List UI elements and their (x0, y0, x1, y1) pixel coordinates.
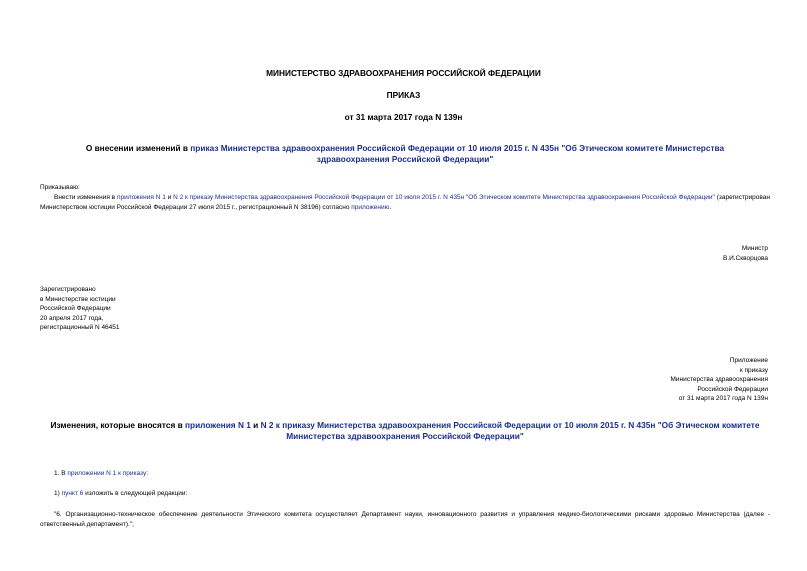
document-title (50, 143, 760, 165)
changes-appendix-2-link[interactable]: N 2 к приказу Министерства здравоохранения Российской Федерации от 10 июля 2015 г. N 435н "Об Этическом комитете Министерства здравоохранения Российской Федерации" (260, 420, 760, 441)
changes-appendix-1-link[interactable]: приложения N 1 (185, 420, 251, 430)
changes-title (40, 420, 770, 442)
changes-title-prefix: Изменения, которые вносятся в (50, 420, 185, 430)
appendix-line-2: к приказу (739, 366, 768, 374)
registration-line-1: Зарегистрировано (40, 286, 96, 293)
title-order-link[interactable]: приказ Министерства здравоохранения Российской Федерации от 10 июля 2015 г. N 435н "Об Этическом комитете Министерства здравоохранения Российской Федерации" (190, 143, 725, 164)
order-paragraph (40, 193, 770, 212)
changes-title-mid: и (250, 420, 261, 430)
quoted-paragraph: "6. Организационно-техническое обеспечение деятельности Этического комитета осуществляет Департамент науки, инновационного развития и управления медико-биологическими рисками здоровью Министерства (далее - ответственный департамент)."; (40, 511, 770, 528)
item-1-prefix: 1. В (54, 470, 68, 477)
item-2-prefix: 1) (54, 490, 62, 497)
p1-text-a: Внести изменения в (54, 194, 117, 201)
registration-line-5: регистрационный N 46451 (40, 324, 120, 332)
appendix-line-1: Приложение (729, 357, 768, 364)
appendix-block (560, 356, 768, 404)
appendix-line-5: от 31 марта 2017 года N 139н (678, 395, 768, 403)
ministry-heading: МИНИСТЕРСТВО ЗДРАВООХРАНЕНИЯ РОССИЙСКОЙ ФЕДЕРАЦИИ (266, 68, 541, 78)
title-prefix: О внесении изменений в (85, 143, 191, 153)
item-1-suffix: : (146, 470, 149, 477)
registration-line-3: Российской Федерации (40, 305, 111, 313)
doc-type-heading: ПРИКАЗ (386, 90, 421, 100)
p1-text-c: (зарегистрирован Министерством юстиции Российской Федерации 27 июля 2015 г., регистрационный N 38196) согласно (40, 194, 770, 211)
signature-block (560, 244, 768, 263)
registration-block (40, 285, 120, 333)
item-2-suffix: изложить в следующей редакции: (83, 490, 188, 497)
item-1 (54, 469, 148, 479)
item-2 (54, 489, 187, 499)
signature-name: В.И.Скворцова (722, 254, 768, 262)
registration-line-4: 20 апреля 2017 года, (40, 314, 104, 322)
registration-line-2: в Министерстве юстиции (40, 295, 116, 303)
item-2-point-link[interactable]: пункт 6 (61, 490, 84, 497)
appendix-2-order-link[interactable]: N 2 к приказу Министерства здравоохранения Российской Федерации от 10 июля 2015 г. N 435н "Об Этическом комитете Министерства здравоохранения Российской Федерации" (173, 194, 715, 201)
appendix-line-4: Российской Федерации (697, 385, 768, 393)
order-label: Приказываю: (40, 184, 80, 191)
appendix-1-link[interactable]: приложения N 1 (116, 194, 166, 201)
doc-date-number: от 31 марта 2017 года N 139н (344, 112, 463, 122)
p1-text-d: . (389, 203, 392, 211)
appendix-line-3: Министерства здравоохранения (670, 376, 768, 384)
p1-text-b: и (165, 194, 174, 201)
appendix-link[interactable]: приложению (351, 203, 390, 211)
item-1-appendix-link[interactable]: приложении N 1 к приказу (67, 470, 147, 477)
signature-position: Министр (741, 245, 768, 252)
